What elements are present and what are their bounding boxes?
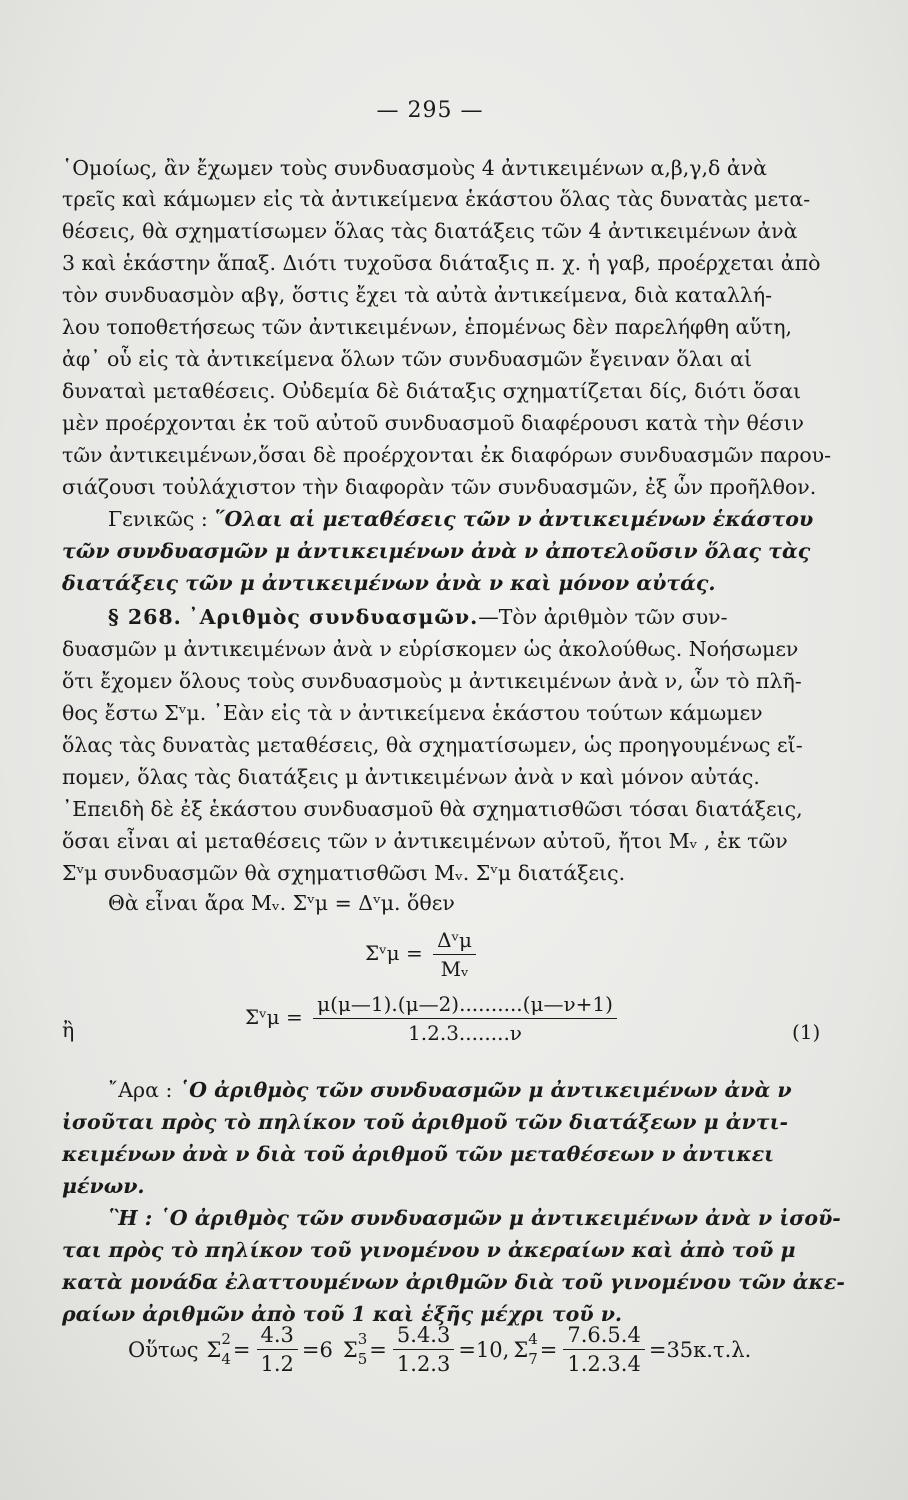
denominator: 1.2.3........ν (408, 1021, 522, 1045)
text-line: θος ἔστω Σᵛμ. ᾽Εὰν εἰς τὰ ν ἀντικείμενα ἑκάστου τούτων κάμωμεν (62, 701, 763, 725)
example-result: =35κ.τ.λ. (648, 1337, 752, 1362)
sigma-subscript: 4 (221, 1349, 231, 1368)
text-line: δυναταὶ μεταθέσεις. Οὐδεμία δὲ διάταξις σχηματίζεται δίς, διότι ὅσαι (62, 379, 802, 403)
formula-combinations-product (245, 992, 621, 1045)
fraction (313, 992, 617, 1045)
text-line: ῾Ομοίως, ἂν ἔχωμεν τοὺς συνδυασμοὺς 4 ἀντικειμένων α,β,γ,δ ἀνὰ (62, 156, 768, 180)
numerator: μ(μ—1).(μ—2)..........(μ—ν+1) (313, 992, 617, 1019)
formula-combinations-ratio (365, 928, 480, 981)
formula-lhs: Σᵛμ = (365, 941, 423, 965)
example-result: =6 (301, 1337, 333, 1362)
alt-lead: ῝Η : (108, 1206, 160, 1230)
fraction (393, 1323, 454, 1376)
fraction (257, 1323, 298, 1376)
general-rule-line (108, 509, 822, 530)
therefore-line: Θὰ εἶναι ἄρα Mᵥ. Σᵛμ = Δᵛμ. ὅθεν (108, 891, 455, 915)
sigma-superscript: 2 (221, 1330, 231, 1348)
text-line: ᾽Επειδὴ δὲ ἐξ ἑκάστου συνδυασμοῦ θὰ σχηματισθῶσι τόσαι διατάξεις, (62, 797, 803, 821)
therefore-rule-line: μένων. (62, 1174, 145, 1198)
text-line: λου τοποθετήσεως τῶν ἀντικειμένων, ἑπομένως δὲν παρελήφθη αὕτη, (62, 315, 792, 339)
text-line: θέσεις, θὰ σχηματίσωμεν ὅλας τὰς διατάξεις τῶν 4 ἀντικειμένων ἀνὰ (62, 219, 798, 243)
examples-lead: Οὕτως (128, 1337, 199, 1362)
example-2: Σ 3 5 = $\frac{5.4.3}{1.2.3}$ =10, (342, 1323, 510, 1376)
text-line: τρεῖς καὶ κάμωμεν εἰς τὰ ἀντικείμενα ἑκάστου ὅλας τὰς δυνατὰς μετα- (62, 187, 811, 211)
denominator: Mᵥ (440, 957, 469, 981)
general-rule-text: ῞Ολαι αἱ μεταθέσεις τῶν ν ἀντικειμένων ἑκάστου (214, 507, 814, 531)
alt-rule-line (108, 1206, 841, 1230)
example-1: Σ 2 4 = $\frac{4.3}{1.2}$ =6 (206, 1323, 333, 1376)
numerator: 4.3 (257, 1323, 298, 1350)
text-line: Σᵛμ συνδυασμῶν θὰ σχηματισθῶσι Mᵥ. Σᵛμ διατάξεις. (62, 861, 626, 885)
therefore-rule-line: κειμένων ἀνὰ ν διὰ τοῦ ἀριθμοῦ τῶν μεταθέσεων ν ἀντικει (62, 1142, 775, 1166)
numerator: 7.6.5.4 (563, 1323, 644, 1350)
alt-rule-text: ῾Ο ἀριθμὸς τῶν συνδυασμῶν μ ἀντικειμένων ἀνὰ ν ἰσοῦ- (159, 1206, 841, 1230)
numerator: Δᵛμ (433, 928, 476, 955)
page-number: — 295 — (376, 98, 484, 123)
text-line: μὲν προέρχονται ἐκ τοῦ αὐτοῦ συνδυασμοῦ διαφέρουσι κατὰ τὴν θέσιν (62, 411, 804, 435)
formula-lhs: Σᵛμ = (245, 1005, 303, 1029)
denominator: 1.2.3 (396, 1352, 451, 1376)
therefore-rule-line (108, 1080, 822, 1101)
text-line: ὅτι ἔχομεν ὅλους τοὺς συνδυασμοὺς μ ἀντικειμένων ἀνὰ ν, ὧν τὸ πλῆ- (62, 669, 802, 693)
or-label: ἢ (62, 1018, 75, 1042)
denominator: 1.2 (260, 1352, 294, 1376)
section-number: § 268. (108, 605, 182, 629)
sigma-subscript: 7 (528, 1349, 538, 1368)
general-rule-line: τῶν συνδυασμῶν μ ἀντικειμένων ἀνὰ ν ἀποτελοῦσιν ὅλας τὰς (62, 539, 811, 563)
fraction (433, 928, 476, 981)
general-lead: Γενικῶς : (108, 507, 215, 531)
sigma-symbol: Σ (206, 1337, 222, 1362)
alt-rule-line: ραίων ἀριθμῶν ἀπὸ τοῦ 1 καὶ ἑξῆς μέχρι τοῦ ν. (62, 1302, 623, 1326)
text-line: ὅλας τὰς δυνατὰς μεταθέσεις, θὰ σχηματίσωμεν, ὡς προηγουμένως εἴ- (62, 733, 803, 757)
section-first-line: —Τὸν ἀριθμὸν τῶν συν- (478, 605, 728, 629)
text-line: σιάζουσι τοὐλάχιστον τὴν διαφορὰν τῶν συνδυασμῶν, ἐξ ὧν προῆλθον. (62, 475, 817, 499)
therefore-rule-text: ῾Ο ἀριθμὸς τῶν συνδυασμῶν μ ἀντικειμένων ἀνὰ ν (178, 1078, 792, 1102)
denominator: 1.2.3.4 (567, 1352, 641, 1376)
example-3: Σ 4 7 = $\frac{7.6.5.4}{1.2.3.4}$ =35κ.τ.λ. (513, 1323, 752, 1376)
section-title: ᾽Αριθμὸς συνδυασμῶν. (188, 605, 479, 629)
sigma-indices (221, 1330, 231, 1369)
sigma-superscript: 4 (528, 1330, 538, 1348)
example-result: =10, (458, 1337, 510, 1362)
general-rule-line: διατάξεις τῶν μ ἀντικειμένων ἀνὰ ν καὶ μόνον αὐτάς. (62, 571, 716, 595)
alt-rule-line: κατὰ μονάδα ἐλαττουμένων ἀριθμῶν διὰ τοῦ γινομένου τῶν ἀκε- (62, 1270, 845, 1294)
numerator: 5.4.3 (393, 1323, 454, 1350)
text-line: πομεν, ὅλας τὰς διατάξεις μ ἀντικειμένων ἀνὰ ν καὶ μόνον αὐτάς. (62, 765, 760, 789)
text-line: δυασμῶν μ ἀντικειμένων ἀνὰ ν εὑρίσκομεν ὡς ἀκολούθως. Νοήσωμεν (62, 637, 799, 661)
equation-number: (1) (792, 1020, 821, 1044)
therefore-lead: ῎Αρα : (108, 1078, 179, 1102)
text-line: 3 καὶ ἑκάστην ἅπαξ. Διότι τυχοῦσα διάταξις π. χ. ἡ γαβ, προέρχεται ἀπὸ (62, 251, 821, 275)
section-heading (108, 607, 822, 628)
fraction (563, 1323, 644, 1376)
sigma-indices (358, 1330, 368, 1369)
sigma-indices (528, 1330, 538, 1369)
text-line: ὅσαι εἶναι αἱ μεταθέσεις τῶν ν ἀντικειμένων αὐτοῦ, ἤτοι Mᵥ , ἐκ τῶν (62, 829, 788, 853)
text-line: τὸν συνδυασμὸν αβγ, ὅστις ἔχει τὰ αὐτὰ ἀντικείμενα, διὰ καταλλή- (62, 283, 773, 307)
sigma-subscript: 5 (357, 1349, 368, 1368)
alt-rule-line: ται πρὸς τὸ πηλίκον τοῦ γινομένου ν ἀκεραίων καὶ ἀπὸ τοῦ μ (62, 1238, 796, 1262)
sigma-symbol: Σ (513, 1337, 529, 1362)
text-line: ἀφ᾽ οὗ εἰς τὰ ἀντικείμενα ὅλων τῶν συνδυασμῶν ἔγειναν ὅλαι αἱ (62, 347, 753, 371)
text-line: τῶν ἀντικειμένων,ὅσαι δὲ προέρχονται ἐκ διαφόρων συνδυασμῶν παρου- (62, 443, 832, 467)
therefore-rule-line: ἰσοῦται πρὸς τὸ πηλίκον τοῦ ἀριθμοῦ τῶν διατάξεων μ ἀντι- (62, 1110, 789, 1134)
sigma-symbol: Σ (342, 1337, 358, 1362)
sigma-superscript: 3 (357, 1330, 368, 1348)
examples-line (128, 1323, 751, 1376)
